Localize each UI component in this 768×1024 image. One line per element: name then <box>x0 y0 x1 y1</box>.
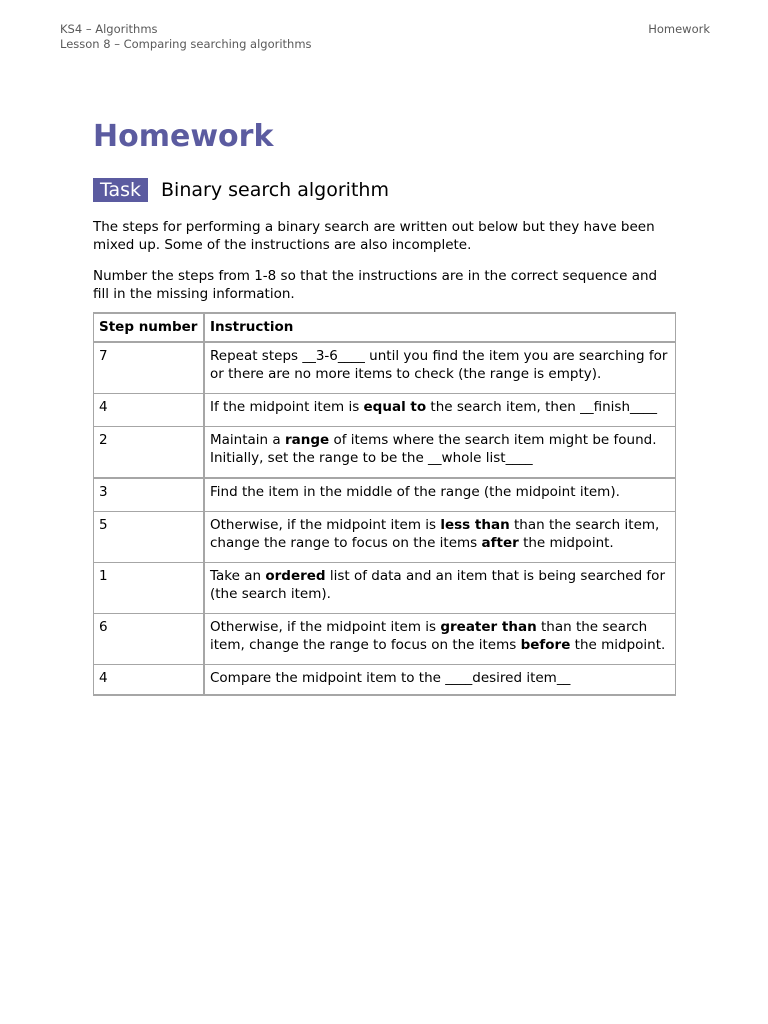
bold-text: before <box>520 637 571 653</box>
instruction-cell <box>204 665 676 696</box>
instruction-text: the midpoint. <box>518 535 614 551</box>
steps-table <box>93 312 676 696</box>
page-title: Homework <box>93 119 274 154</box>
instruction-text: Compare the midpoint item to the ____desired item__ <box>210 670 571 686</box>
instruction-text: Maintain a <box>210 432 285 448</box>
bold-text: ordered <box>265 568 326 584</box>
instruction-cell <box>204 563 676 614</box>
task-badge: Task <box>93 178 148 202</box>
step-number-cell: 3 <box>94 478 205 512</box>
table-row <box>94 563 676 614</box>
instruction-text: Repeat steps __3-6____ until you find the item you are searching for or there are no more items to check (the range is empty). <box>210 348 668 382</box>
instruction-cell <box>204 614 676 665</box>
task-heading <box>93 178 676 202</box>
table-header-row <box>94 313 676 342</box>
table-row <box>94 614 676 665</box>
instruction-text: the midpoint. <box>570 637 666 653</box>
instruction-text: of items where the search item might be found. Initially, set the range to be the __whole list____ <box>210 432 657 466</box>
instruction-cell <box>204 394 676 427</box>
instruction-cell <box>204 342 676 394</box>
step-number-cell: 6 <box>94 614 205 665</box>
page-header-right: Homework <box>648 22 710 36</box>
instruction-cell <box>204 512 676 563</box>
course-label: KS4 – Algorithms <box>60 22 158 36</box>
instruction-cell <box>204 478 676 512</box>
instruction-paragraph: Number the steps from 1-8 so that the instructions are in the correct sequence and fill in the missing information. <box>93 268 658 302</box>
bold-text: after <box>481 535 519 551</box>
table-row <box>94 512 676 563</box>
bold-text: equal to <box>363 399 427 415</box>
table-row <box>94 665 676 696</box>
column-header-step: Step number <box>94 313 205 342</box>
task-title: Binary search algorithm <box>161 179 389 201</box>
bold-text: less than <box>440 517 510 533</box>
step-number-cell: 5 <box>94 512 205 563</box>
table-row <box>94 342 676 394</box>
instruction-text: list of data and an item that is being searched for (the search item). <box>210 568 665 602</box>
step-number-cell: 4 <box>94 665 205 696</box>
step-number-cell: 1 <box>94 563 205 614</box>
instruction-text: than the search item, change the range to focus on the items <box>210 517 660 551</box>
table-row <box>94 427 676 479</box>
bold-text: range <box>284 432 330 448</box>
step-number-cell: 4 <box>94 394 205 427</box>
bold-text: greater than <box>440 619 537 635</box>
instruction-text: Find the item in the middle of the range (the midpoint item). <box>210 484 620 500</box>
document-body <box>93 118 676 696</box>
instruction-text: than the search item, change the range to focus on the items <box>210 619 648 653</box>
instruction-cell <box>204 427 676 479</box>
table-row <box>94 478 676 512</box>
column-header-instruction: Instruction <box>204 313 676 342</box>
table-row <box>94 394 676 427</box>
instruction-text: the search item, then __finish____ <box>426 399 657 415</box>
intro-paragraph: The steps for performing a binary search are written out below but they have been mixed up. Some of the instructions are also incomplete. <box>93 219 655 253</box>
instruction-text: If the midpoint item is <box>210 399 364 415</box>
instruction-text: Otherwise, if the midpoint item is <box>210 619 441 635</box>
step-number-cell: 2 <box>94 427 205 479</box>
page-header-left <box>60 22 312 52</box>
lesson-label: Lesson 8 – Comparing searching algorithms <box>60 37 312 51</box>
instruction-text: Otherwise, if the midpoint item is <box>210 517 441 533</box>
instruction-text: Take an <box>210 568 266 584</box>
step-number-cell: 7 <box>94 342 205 394</box>
